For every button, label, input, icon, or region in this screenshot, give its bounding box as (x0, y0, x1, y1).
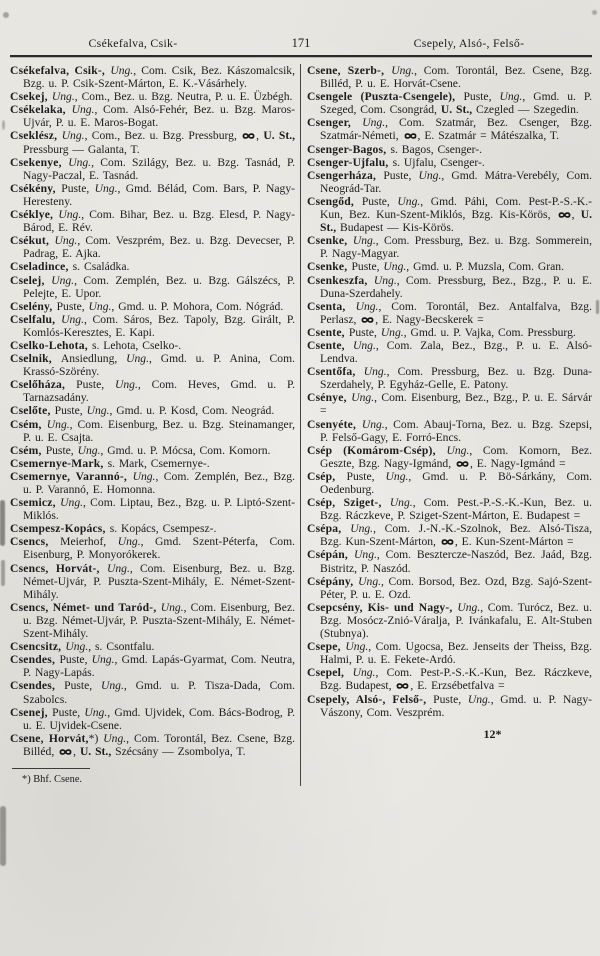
entry-text: , Gmd. Bélád, Com. Bars, P. Nagy-Heresteny. (23, 181, 296, 208)
entry-text: Budapest — Kis-Körös. (340, 221, 454, 235)
entry-headword: Csenger-Ujfalu, (307, 155, 393, 169)
scan-speck (592, 10, 597, 15)
country-abbrev: Ung. (353, 338, 376, 352)
entry-text: , Com. Alsó-Fehér, Bez. u. Bzg. Maros-Ujvár, P. u. E. Maros-Bogat. (23, 103, 295, 130)
posthorn-icon (361, 316, 374, 324)
gazetteer-entry (10, 103, 295, 129)
entry-text: , Com. J.-N.-K.-Szolnok, Bez. Alsó-Tisza, Bzg. Kun-Szent-Márton, (320, 522, 592, 549)
country-abbrev: Ung. (457, 600, 481, 614)
entry-text: , (73, 744, 80, 758)
entry-headword: Csemicz, (10, 496, 61, 510)
entry-text: , Com. Szatmár, Bez. Csenger, Bzg. Szatmár-Németi, (320, 116, 592, 143)
country-abbrev: Ung. (51, 90, 75, 104)
entry-text: Puste, (383, 168, 419, 182)
country-abbrev: Ung. (354, 548, 377, 562)
country-abbrev: Ung. (467, 692, 491, 706)
entry-headword: Csenta, (307, 299, 356, 313)
country-abbrev: Ung. (46, 417, 70, 431)
entry-text: , E. Szatmár = Mátészalka, T. (417, 129, 560, 143)
country-abbrev: Ung. (94, 181, 118, 195)
gazetteer-entry (307, 522, 592, 548)
entry-headword: Cseklész, (10, 129, 62, 143)
entry-text: , Gmd. u. P. Anina, Com. Krassó-Szörény. (23, 352, 295, 379)
entry-text: Puste, (463, 90, 500, 104)
gazetteer-entry (307, 391, 592, 417)
gazetteer-entry (307, 470, 592, 496)
gazetteer-entry (10, 234, 295, 260)
right-column-entries (307, 64, 592, 719)
header-right-catchword: Csepely, Alsó-, Felső- (413, 36, 525, 50)
entry-headword: Csente, (307, 338, 353, 352)
entry-text: s. Mark, Csemernye-. (107, 456, 210, 470)
entry-headword: Cselény, (10, 299, 57, 313)
entry-text: , Com. Torontál, Bez. Csene, Bzg. Billéd, P. u. E. Horvát-Csene. (320, 64, 592, 91)
gazetteer-entry (10, 274, 295, 300)
posthorn-icon (242, 132, 255, 140)
entry-text: , Com. Eisenburg, Bez. u. Bzg. Német-Ujvár, P. Puszta-Szent-Mihály, E. Német-Szent-Mihály. (23, 600, 295, 641)
entry-headword: Csép (Komárom-Csép), (307, 443, 447, 457)
entry-headword: Csenke, (307, 234, 353, 248)
country-abbrev: Ung. (132, 469, 156, 483)
entry-text: , Gmd. Szent-Péterfa, Com. Eisenburg, P. Monyorókerek. (23, 535, 295, 562)
gazetteer-entry (307, 418, 592, 444)
gazetteer-entry (307, 274, 592, 300)
gazetteer-entry (10, 444, 295, 457)
entry-headword: Csenyéte, (307, 417, 362, 431)
entry-headword: Csepcsény, Kis- und Nagy-, (307, 600, 458, 614)
gazetteer-entry (307, 444, 592, 470)
gazetteer-entry (10, 470, 295, 496)
footnote: *) Bhf. Csene. (22, 773, 83, 785)
entry-text: , Com. Ugocsa, Bez. Jenseits der Theiss, Bzg. Halmi, P. u. E. Fekete-Ardó. (320, 640, 592, 667)
header-rule (10, 55, 592, 57)
country-abbrev: Ung. (58, 208, 82, 222)
entry-text: , Com. Csik, Bez. Kászomalcsik, Bzg. u. P. Csik-Szent-Márton, E. K.-Vásárhely. (23, 64, 295, 91)
entry-text: , Com. Besztercze-Naszód, Bez. Jaád, Bzg. Bistritz, P. Naszód. (320, 548, 592, 575)
scan-speck (1, 560, 5, 586)
entry-text: , Com. Zala, Bez., Bzg., P. u. E. Alsó-Lendva. (320, 338, 592, 366)
entry-headword: Csém, (10, 417, 47, 431)
scan-speck (0, 500, 5, 546)
gazetteer-entry (307, 693, 592, 719)
country-abbrev: Ung. (71, 103, 95, 117)
entry-text: , Gmd. Mátra-Verebély, Com. Neográd-Tar. (320, 168, 593, 195)
entry-headword: Csene, Szerb-, (307, 64, 392, 77)
entry-text: , Com., Bez. u. Bzg. Pressburg, (84, 129, 242, 143)
text-columns (10, 64, 592, 786)
entry-text: Puste, (361, 194, 398, 208)
gazetteer-entry (307, 300, 592, 326)
entry-text: Czegled — Szegedin. (476, 103, 579, 117)
country-abbrev: Ung. (361, 417, 385, 431)
entry-text: , E. Nagy-Igmánd = (470, 456, 566, 470)
entry-text: , Gmd. u. P. Kosd, Com. Neográd. (109, 404, 275, 418)
entry-text: Puste, (52, 705, 85, 719)
entry-text: , Gmd. u. P. Szeged, Com. Csongrád, (320, 90, 592, 117)
entry-text: , Com. Bihar, Bez. u. Bzg. Elesd, P. Nagy-Bárod, E. Rév. (23, 208, 295, 235)
entry-text: Puste, (64, 679, 102, 693)
entry-text: , (571, 208, 581, 222)
country-abbrev: Ung. (61, 129, 85, 143)
header-left-catchword: Csékefalva, Csik- (88, 36, 178, 50)
entry-text: , Gmd. u. P. Muzsla, Com. Gran. (406, 260, 564, 274)
gazetteer-entry (307, 260, 592, 273)
entry-headword: Csemernye-Mark, (10, 456, 108, 470)
country-abbrev: Ung. (126, 352, 149, 366)
gazetteer-entry (10, 404, 295, 417)
entry-text: , Com. Zemplén, Bez. u. Bzg. Gálszécs, P. Pelejte, E. Upor. (23, 273, 295, 300)
posthorn-icon (558, 211, 571, 219)
entry-headword: Csendes, (10, 653, 60, 667)
country-abbrev: Ung. (115, 378, 138, 392)
entry-text: Ansiedlung, (60, 352, 127, 366)
posthorn-icon (441, 538, 454, 546)
country-abbrev: Ung. (355, 299, 379, 313)
signature-mark: 12* (483, 726, 502, 741)
entry-text: s. Kopács, Csempesz-. (109, 522, 217, 536)
entry-text: , Com. Pest-P.-S.-K.-Kun, Bez. Ráczkeve, Bzg. Budapest, (320, 666, 592, 693)
country-abbrev: Ung. (60, 496, 84, 510)
entry-text: Puste, (54, 404, 87, 418)
entry-text: , Com. Torontál, Bez. Antalfalva, Bzg. Perlasz, (320, 299, 592, 326)
entry-headword: Cselőte, (10, 404, 55, 418)
country-abbrev: Ung. (84, 705, 108, 719)
entry-headword: Csékefalva, Csik-, (10, 64, 111, 77)
gazetteer-entry (10, 156, 295, 182)
gazetteer-entry (10, 339, 295, 352)
gazetteer-entry (307, 365, 592, 391)
country-abbrev: Ung. (345, 640, 369, 654)
entry-headword: Csepely, Alsó-, Felső-, (307, 692, 434, 706)
entry-headword: Csengele (Puszta-Csengele), (307, 90, 464, 104)
country-abbrev: Ung. (363, 365, 387, 379)
country-abbrev: Ung. (68, 155, 92, 169)
country-abbrev: Ung. (101, 679, 124, 693)
country-abbrev: Ung. (446, 443, 470, 457)
gazetteer-entry (10, 562, 295, 601)
entry-headword: Csengerháza, (307, 168, 384, 182)
country-abbrev: Ung. (77, 443, 101, 457)
page-number: 171 (291, 36, 311, 50)
entry-text: , Com., Bez. u. Bzg. Neutra, P. u. E. Üzbégh. (74, 90, 293, 104)
gazetteer-entry (307, 234, 592, 260)
country-abbrev: Ung. (51, 273, 75, 287)
entry-text: , Com. Pressburg, Bez., Bzg., P. u. E. Duna-Szerdahely. (320, 273, 592, 300)
country-abbrev: Ung. (351, 391, 375, 405)
entry-text: , (256, 129, 264, 143)
entry-text: Puste, (348, 325, 381, 339)
gazetteer-entry (307, 195, 592, 234)
country-abbrev: Ung. (499, 90, 523, 104)
country-abbrev: Ung. (103, 731, 127, 745)
entry-text: , Gmd. Lapás-Gyarmat, Com. Neutra, P. Nagy-Lapás. (23, 653, 296, 680)
gazetteer-entry (10, 208, 295, 234)
gazetteer-entry (307, 548, 592, 574)
entry-text: s. Családka. (72, 260, 130, 274)
gazetteer-entry (10, 653, 295, 679)
entry-text: , Com. Zemplén, Bez., Bzg. u. P. Varannó, E. Homonna. (23, 469, 295, 496)
entry-text: , Com. Pressburg, Bez. u. Bzg. Duna-Szerdahely, P. Egyház-Gelle, E. Patony. (320, 365, 592, 392)
country-abbrev: Ung. (352, 234, 376, 248)
country-abbrev: Ung. (106, 561, 130, 575)
entry-headword: Csékény, (10, 181, 62, 195)
station-abbrev: U. St., (320, 208, 592, 235)
scan-speck (3, 12, 9, 18)
entry-text: s. Ujfalu, Csenger-. (392, 155, 485, 169)
entry-headword: Csencs, Horvát-, (10, 561, 107, 575)
entry-text: Szécsány — Zsombolya, T. (115, 744, 246, 758)
gazetteer-entry (307, 116, 592, 142)
entry-headword: Csene, Horvát, (10, 731, 89, 745)
entry-headword: Csencs, Német- und Taród-, (10, 600, 161, 614)
entry-headword: Csépán, (307, 548, 355, 562)
gazetteer-entry (10, 706, 295, 732)
entry-headword: Csenej, (10, 705, 53, 719)
entry-text: , Gmd. u. P. Nagy-Vászony, Com. Veszprém. (320, 692, 593, 719)
entry-text: , E. Nagy-Becskerek = (375, 312, 484, 326)
entry-headword: Csenger-Bagos, (307, 142, 391, 156)
entry-text: , Com. Liptau, Bez., Bzg. u. P. Liptó-Szent-Miklós. (23, 496, 295, 523)
gazetteer-entry (307, 143, 592, 156)
entry-text: , Com. Abauj-Torna, Bez. u. Bzg. Szepsi, P. Felső-Gagy, E. Forró-Encs. (320, 417, 593, 444)
posthorn-icon (404, 132, 417, 140)
entry-text: , Gmd. u. P. Tisza-Dada, Com. Szabolcs. (23, 679, 296, 706)
country-abbrev: Ung. (358, 574, 382, 588)
entry-text: , Gmd. Ujvidek, Com. Bács-Bodrog, P. u. E. Ujvidek-Csene. (23, 705, 296, 732)
entry-text: , E. Erzsébetfalva = (410, 679, 505, 693)
country-abbrev: Ung. (54, 234, 78, 248)
gazetteer-entry (10, 732, 295, 758)
gazetteer-entry (307, 640, 592, 666)
entry-text: , Com. Veszprém, Bez. u. Bzg. Devecser, P. Padrag, E. Ajka. (23, 234, 295, 261)
country-abbrev: Ung. (86, 404, 110, 418)
gazetteer-entry (307, 156, 592, 169)
country-abbrev: Ung. (391, 64, 415, 77)
entry-headword: Csengőd, (307, 194, 362, 208)
gazetteer-entry (307, 64, 592, 90)
entry-text: , Gmd. u. P. Mócsa, Com. Komorn. (100, 443, 271, 457)
entry-headword: Csépány, (307, 574, 359, 588)
entry-headword: Csemernye, Varannó-, (10, 469, 133, 483)
entry-headword: Cselnik, (10, 352, 61, 366)
entry-headword: Cséklye, (10, 208, 59, 222)
station-abbrev: U. St., (263, 129, 295, 143)
entry-headword: Csempesz-Kopács, (10, 522, 110, 536)
entry-headword: Cselőháza, (10, 378, 77, 392)
entry-text: Puste, (45, 443, 78, 457)
gazetteer-entry (307, 339, 592, 365)
entry-headword: Csép, (307, 469, 347, 483)
gazetteer-entry (10, 496, 295, 522)
entry-text: , Com. Komorn, Bez. Geszte, Bzg. Nagy-Igmánd, (320, 443, 592, 470)
entry-headword: Csénye, (307, 391, 352, 405)
entry-text: , E. Kun-Szent-Márton = (454, 535, 574, 549)
country-abbrev: Ung. (61, 312, 84, 326)
entry-headword: Cselej, (10, 273, 52, 287)
gazetteer-entry (10, 601, 295, 640)
station-abbrev: U. St., (79, 744, 116, 758)
country-abbrev: Ung. (352, 666, 376, 680)
entry-text: s. Bagos, Csenger-. (390, 142, 483, 156)
entry-text: Meierhof, (60, 535, 118, 549)
entry-headword: Csepe, (307, 640, 346, 654)
country-abbrev: Ung. (91, 653, 115, 667)
posthorn-icon (456, 460, 469, 468)
country-abbrev: Ung. (385, 469, 409, 483)
gazetteer-entry (307, 575, 592, 601)
entry-text: , Gmd. u. P. Bö-Sárkány, Com. Oedenburg. (320, 469, 592, 496)
gazetteer-entry (10, 679, 295, 705)
gazetteer-entry (10, 457, 295, 470)
scan-speck (2, 120, 5, 130)
entry-text: , Com. Heves, Gmd. u. P. Tarnazsadány. (23, 378, 296, 405)
entry-text: , Gmd. Páhi, Com. Pest-P.-S.-K.-Kun, Bez. Kun-Szent-Miklós, Bzg. Kis-Körös, (320, 194, 593, 222)
entry-headword: Csentőfa, (307, 365, 364, 379)
gazetteer-entry (10, 418, 295, 444)
gazetteer-entry (307, 90, 592, 116)
entry-headword: Csékut, (10, 234, 55, 248)
gazetteer-entry (10, 90, 295, 103)
footnote-rule (12, 768, 90, 769)
entry-text: Puste, (76, 378, 115, 392)
entry-text: , Com. Borsod, Bez. Ozd, Bzg. Sajó-Szent-Péter, P. u. E. Ozd. (320, 574, 592, 601)
entry-text: Puste, (56, 299, 89, 313)
gazetteer-entry (10, 640, 295, 653)
scan-speck (0, 806, 6, 866)
entry-text: Puste, (346, 469, 386, 483)
entry-headword: Csekej, (10, 90, 52, 104)
posthorn-icon (396, 682, 409, 690)
country-abbrev: Ung. (362, 116, 386, 130)
gazetteer-entry (307, 666, 592, 692)
entry-headword: Cselfalu, (10, 312, 62, 326)
country-abbrev: Ung. (380, 325, 404, 339)
entry-headword: Csente, (307, 325, 349, 339)
entry-headword: Cselko-Lehota, (10, 338, 92, 352)
country-abbrev: Ung. (418, 168, 442, 182)
entry-headword: Csép, Sziget-, (307, 496, 390, 510)
country-abbrev: Ung. (389, 496, 413, 510)
entry-text: , Gmd. u. P. Mohora, Com. Nógrád. (111, 299, 284, 313)
entry-text: , Com. Eisenburg, Bez. u. Bzg. Steinamanger, P. u. E. Csajta. (23, 417, 295, 444)
entry-headword: Csendes, (10, 679, 65, 693)
country-abbrev: Ung. (88, 299, 112, 313)
entry-headword: Cseladince, (10, 260, 73, 274)
entry-text: , Com. Sáros, Bez. Tapoly, Bzg. Girált, P. Komlós-Keresztes, E. Kapi. (23, 312, 295, 339)
entry-text: , Gmd. u. P. Vajka, Com. Pressburg. (403, 325, 576, 339)
entry-headword: Csépa, (307, 522, 351, 536)
country-abbrev: Ung. (160, 600, 184, 614)
gazetteer-entry (10, 378, 295, 404)
entry-text: , Com. Eisenburg, Bez., Bzg., P. u. E. Sárvár = (320, 391, 592, 418)
entry-headword: Csekenye, (10, 155, 69, 169)
gazetteer-entry (10, 352, 295, 378)
entry-text: , Com. Eisenburg, Bez. u. Bzg. Német-Ujvár, P. Puszta-Szent-Mihály, E. Német-Szent-Mihály. (23, 561, 296, 601)
gazetteer-entry (307, 496, 592, 522)
entry-text: Puste, (351, 260, 384, 274)
entry-headword: Csékelaka, (10, 103, 72, 117)
entry-text: , Com. Szilágy, Bez. u. Bzg. Tasnád, P. Nagy-Paczal, E. Tasnád. (23, 155, 296, 182)
gazetteer-entry (10, 313, 295, 339)
scan-speck (596, 300, 599, 314)
entry-headword: Csencsitz, (10, 640, 66, 654)
left-column (10, 64, 300, 786)
entry-text: Puste, (433, 692, 468, 706)
country-abbrev: Ung. (110, 64, 134, 77)
entry-headword: Csenger, (307, 116, 363, 130)
entry-text: *) (88, 731, 104, 745)
entry-headword: Csenke, (307, 260, 352, 274)
entry-text: , Com. Turócz, Bez. u. Bzg. Mosócz-Znió-Váralja, P. Ivánkafalu, E. Alt-Stuben (Stubnya). (320, 600, 592, 641)
entry-text: , s. Csontfalu. (88, 640, 155, 654)
gazetteer-entry (10, 300, 295, 313)
gazetteer-entry (10, 535, 295, 561)
entry-headword: Csepel, (307, 666, 353, 680)
posthorn-icon (59, 748, 72, 756)
running-header (10, 36, 592, 51)
country-abbrev: Ung. (350, 522, 374, 536)
station-abbrev: U. St., (440, 103, 477, 117)
country-abbrev: Ung. (373, 273, 397, 287)
gazetteer-entry (307, 326, 592, 339)
country-abbrev: Ung. (117, 535, 141, 549)
entry-text: Pressburg — Galanta, T. (23, 142, 140, 156)
entry-text: Puste, (59, 653, 92, 667)
country-abbrev: Ung. (65, 640, 89, 654)
entry-text: Puste, (61, 181, 95, 195)
entry-headword: Csém, (10, 443, 46, 457)
entry-text: , Com. Pressburg, Bez. u. Bzg. Sommerein, P. Nagy-Magyar. (320, 234, 592, 261)
gazetteer-entry (307, 169, 592, 195)
left-column-entries (10, 64, 295, 758)
entry-text: , Com. Pest.-P.-S.-K.-Kun, Bez. u. Bzg. Ráczkeve, P. Sziget-Szent-Márton, E. Budapest = (320, 496, 592, 523)
entry-text: , Com. Torontál, Bez. Csene, Bzg. Billéd, (23, 731, 295, 758)
gazetteer-entry (10, 522, 295, 535)
country-abbrev: Ung. (383, 260, 407, 274)
country-abbrev: Ung. (397, 194, 421, 208)
right-column (301, 64, 592, 786)
gazetteer-entry (10, 182, 295, 208)
entry-headword: Csencs, (10, 535, 61, 549)
entry-text: s. Lehota, Cselko-. (91, 338, 182, 352)
gazetteer-entry (307, 601, 592, 640)
gazetteer-entry (10, 260, 295, 273)
gazetteer-entry (10, 129, 295, 155)
gazetteer-entry (10, 64, 295, 90)
entry-headword: Csenkeszfa, (307, 273, 374, 287)
